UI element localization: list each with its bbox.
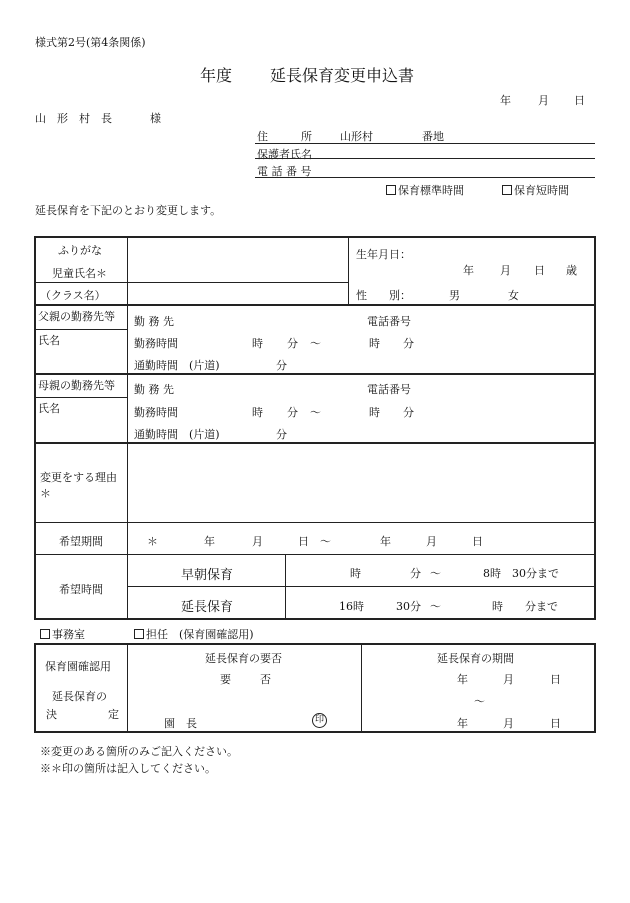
label-column-divider: [127, 236, 128, 618]
reason-section-bottom: [34, 522, 596, 523]
ext-hour: 時: [492, 600, 503, 613]
period-label: 希望期間: [59, 535, 103, 548]
father-label-divider: [34, 329, 127, 330]
period-tilde: ～: [320, 535, 331, 548]
page-title: 延長保育変更申込書: [270, 66, 415, 85]
mother-label: 母親の勤務先等: [38, 379, 115, 392]
child-section-bottom: [34, 304, 596, 306]
father-hour1: 時: [252, 337, 263, 350]
mother-commute-min: 分: [276, 428, 287, 441]
confirm-border-bottom: [34, 731, 596, 733]
director-label: 園 長: [164, 717, 197, 730]
period-from-day: 日: [298, 535, 309, 548]
table-border-left: [34, 236, 36, 620]
early-care-label: 早朝保育: [181, 568, 234, 583]
father-phone-label: 電話番号: [367, 315, 411, 328]
mother-label-divider: [34, 397, 127, 398]
confirm-label-1: 保育園確認用: [45, 660, 111, 673]
dob-label: 生年月日：: [356, 248, 411, 261]
furigana-label: ふりがな: [58, 244, 102, 257]
confirm-from-day: 日: [550, 673, 561, 686]
dob-year: 年: [463, 264, 474, 277]
period-from-month: 月: [252, 535, 263, 548]
period-to-year: 年: [380, 535, 391, 548]
address-village: 山形村: [340, 130, 373, 143]
confirm-mid-divider: [361, 643, 362, 732]
checkbox-short-icon[interactable]: [502, 185, 512, 195]
note-1: ※変更のある箇所のみご記入ください。: [40, 745, 238, 758]
gender-male[interactable]: 男: [449, 289, 460, 302]
checkbox-teacher-icon[interactable]: [134, 629, 144, 639]
phone-underline[interactable]: [255, 177, 595, 178]
hours-label: 希望時間: [59, 583, 103, 596]
date-month: 月: [538, 94, 549, 107]
confirm-from-year: 年: [457, 673, 468, 686]
office-label: 事務室: [52, 628, 85, 641]
confirm-label-divider: [127, 643, 128, 732]
ext-min: 30分: [396, 600, 421, 613]
father-section-bottom: [34, 373, 596, 375]
mother-commute-label: 通勤時間 (片道): [134, 428, 220, 441]
addressee: 山 形 村 長: [35, 112, 112, 125]
dob-month: 月: [500, 264, 511, 277]
father-min2: 分: [403, 337, 414, 350]
confirm-border-top: [34, 643, 596, 645]
extended-care-label: 延長保育: [181, 600, 234, 615]
checkbox-standard-icon[interactable]: [386, 185, 396, 195]
mother-workplace-label: 勤 務 先: [134, 383, 174, 396]
mother-tilde: ～: [310, 406, 321, 419]
teacher-label: 担任 (保育園確認用): [146, 628, 254, 641]
class-label: （クラス名）: [40, 289, 106, 302]
mother-name-label: 氏名: [38, 402, 60, 415]
table-border-top: [34, 236, 596, 238]
need-no[interactable]: 否: [260, 673, 271, 686]
confirm-to-day: 日: [550, 717, 561, 730]
period-to-month: 月: [426, 535, 437, 548]
option-short-time[interactable]: [502, 182, 569, 198]
phone-label: 電 話 番 号: [257, 165, 312, 178]
checkbox-office-icon[interactable]: [40, 629, 50, 639]
option-standard-time[interactable]: [386, 182, 464, 198]
name-row-divider: [34, 282, 348, 283]
early-tilde: ～: [430, 567, 441, 580]
child-name-label: 児童氏名＊: [52, 267, 107, 280]
confirm-border-right: [594, 643, 596, 733]
title-year: 年度: [200, 66, 233, 85]
guardian-underline[interactable]: [255, 158, 595, 159]
mother-hour2: 時: [369, 406, 380, 419]
confirm-label-3a: 決: [46, 708, 57, 721]
confirm-to-month: 月: [503, 717, 514, 730]
reason-input-area[interactable]: [130, 446, 590, 518]
dob-day: 日: [534, 264, 545, 277]
father-hours-label: 勤務時間: [134, 337, 178, 350]
intro-text: 延長保育を下記のとおり変更します。: [35, 204, 222, 217]
dob-divider: [348, 236, 349, 305]
ext-tilde: ～: [430, 600, 441, 613]
option-short-label: 保育短時間: [514, 184, 569, 197]
form-number: 様式第2号(第4条関係): [35, 36, 146, 49]
hours-type-divider: [285, 554, 286, 618]
teacher-checkbox[interactable]: [134, 626, 254, 642]
father-label: 父親の勤務先等: [38, 310, 115, 323]
guardian-name-label: 保護者氏名: [257, 148, 312, 161]
date-year: 年: [500, 94, 511, 107]
confirm-label-3b: 定: [108, 708, 119, 721]
date-day: 日: [574, 94, 585, 107]
mother-min2: 分: [403, 406, 414, 419]
period-mark: ＊: [147, 535, 158, 548]
father-workplace-label: 勤 務 先: [134, 315, 174, 328]
ext-start: 16時: [339, 600, 364, 613]
father-commute-label: 通勤時間 (片道): [134, 359, 220, 372]
need-yes[interactable]: 要: [220, 673, 231, 686]
mother-hour1: 時: [252, 406, 263, 419]
confirm-border-left: [34, 643, 36, 733]
reason-label: 変更をする理由: [40, 471, 117, 484]
early-end: 8時 30分まで: [483, 567, 559, 580]
period-to-day: 日: [472, 535, 483, 548]
early-hour: 時: [350, 567, 361, 580]
office-checkbox[interactable]: [40, 626, 85, 642]
seal-icon: 印: [312, 713, 327, 728]
period-section-bottom: [34, 554, 596, 555]
early-min: 分: [410, 567, 421, 580]
note-2: ※＊印の箇所は記入してください。: [40, 762, 216, 775]
period-from-year: 年: [204, 535, 215, 548]
mother-hours-label: 勤務時間: [134, 406, 178, 419]
address-suffix: 番地: [422, 130, 444, 143]
father-tilde: ～: [310, 337, 321, 350]
confirm-tilde: ～: [474, 695, 485, 708]
father-min1: 分: [287, 337, 298, 350]
confirm-label-2: 延長保育の: [52, 690, 107, 703]
father-hour2: 時: [369, 337, 380, 350]
ext-end: 分まで: [525, 600, 558, 613]
option-standard-label: 保育標準時間: [398, 184, 464, 197]
mother-min1: 分: [287, 406, 298, 419]
father-commute-min: 分: [276, 359, 287, 372]
reason-mark: ＊: [40, 487, 51, 500]
confirm-from-month: 月: [503, 673, 514, 686]
confirm-to-year: 年: [457, 717, 468, 730]
need-title: 延長保育の要否: [205, 652, 282, 665]
mother-phone-label: 電話番号: [367, 383, 411, 396]
hours-mid-divider: [127, 586, 596, 587]
address-label: 住 所: [257, 130, 312, 143]
addressee-suffix: 様: [150, 112, 161, 125]
table-border-bottom: [34, 618, 596, 620]
address-underline: [255, 143, 595, 144]
gender-label: 性 別：: [356, 289, 411, 302]
gender-female[interactable]: 女: [508, 289, 519, 302]
table-border-right: [594, 236, 596, 620]
period-title: 延長保育の期間: [437, 652, 514, 665]
dob-age: 歳: [566, 264, 577, 277]
father-name-label: 氏名: [38, 334, 60, 347]
mother-section-bottom: [34, 442, 596, 444]
